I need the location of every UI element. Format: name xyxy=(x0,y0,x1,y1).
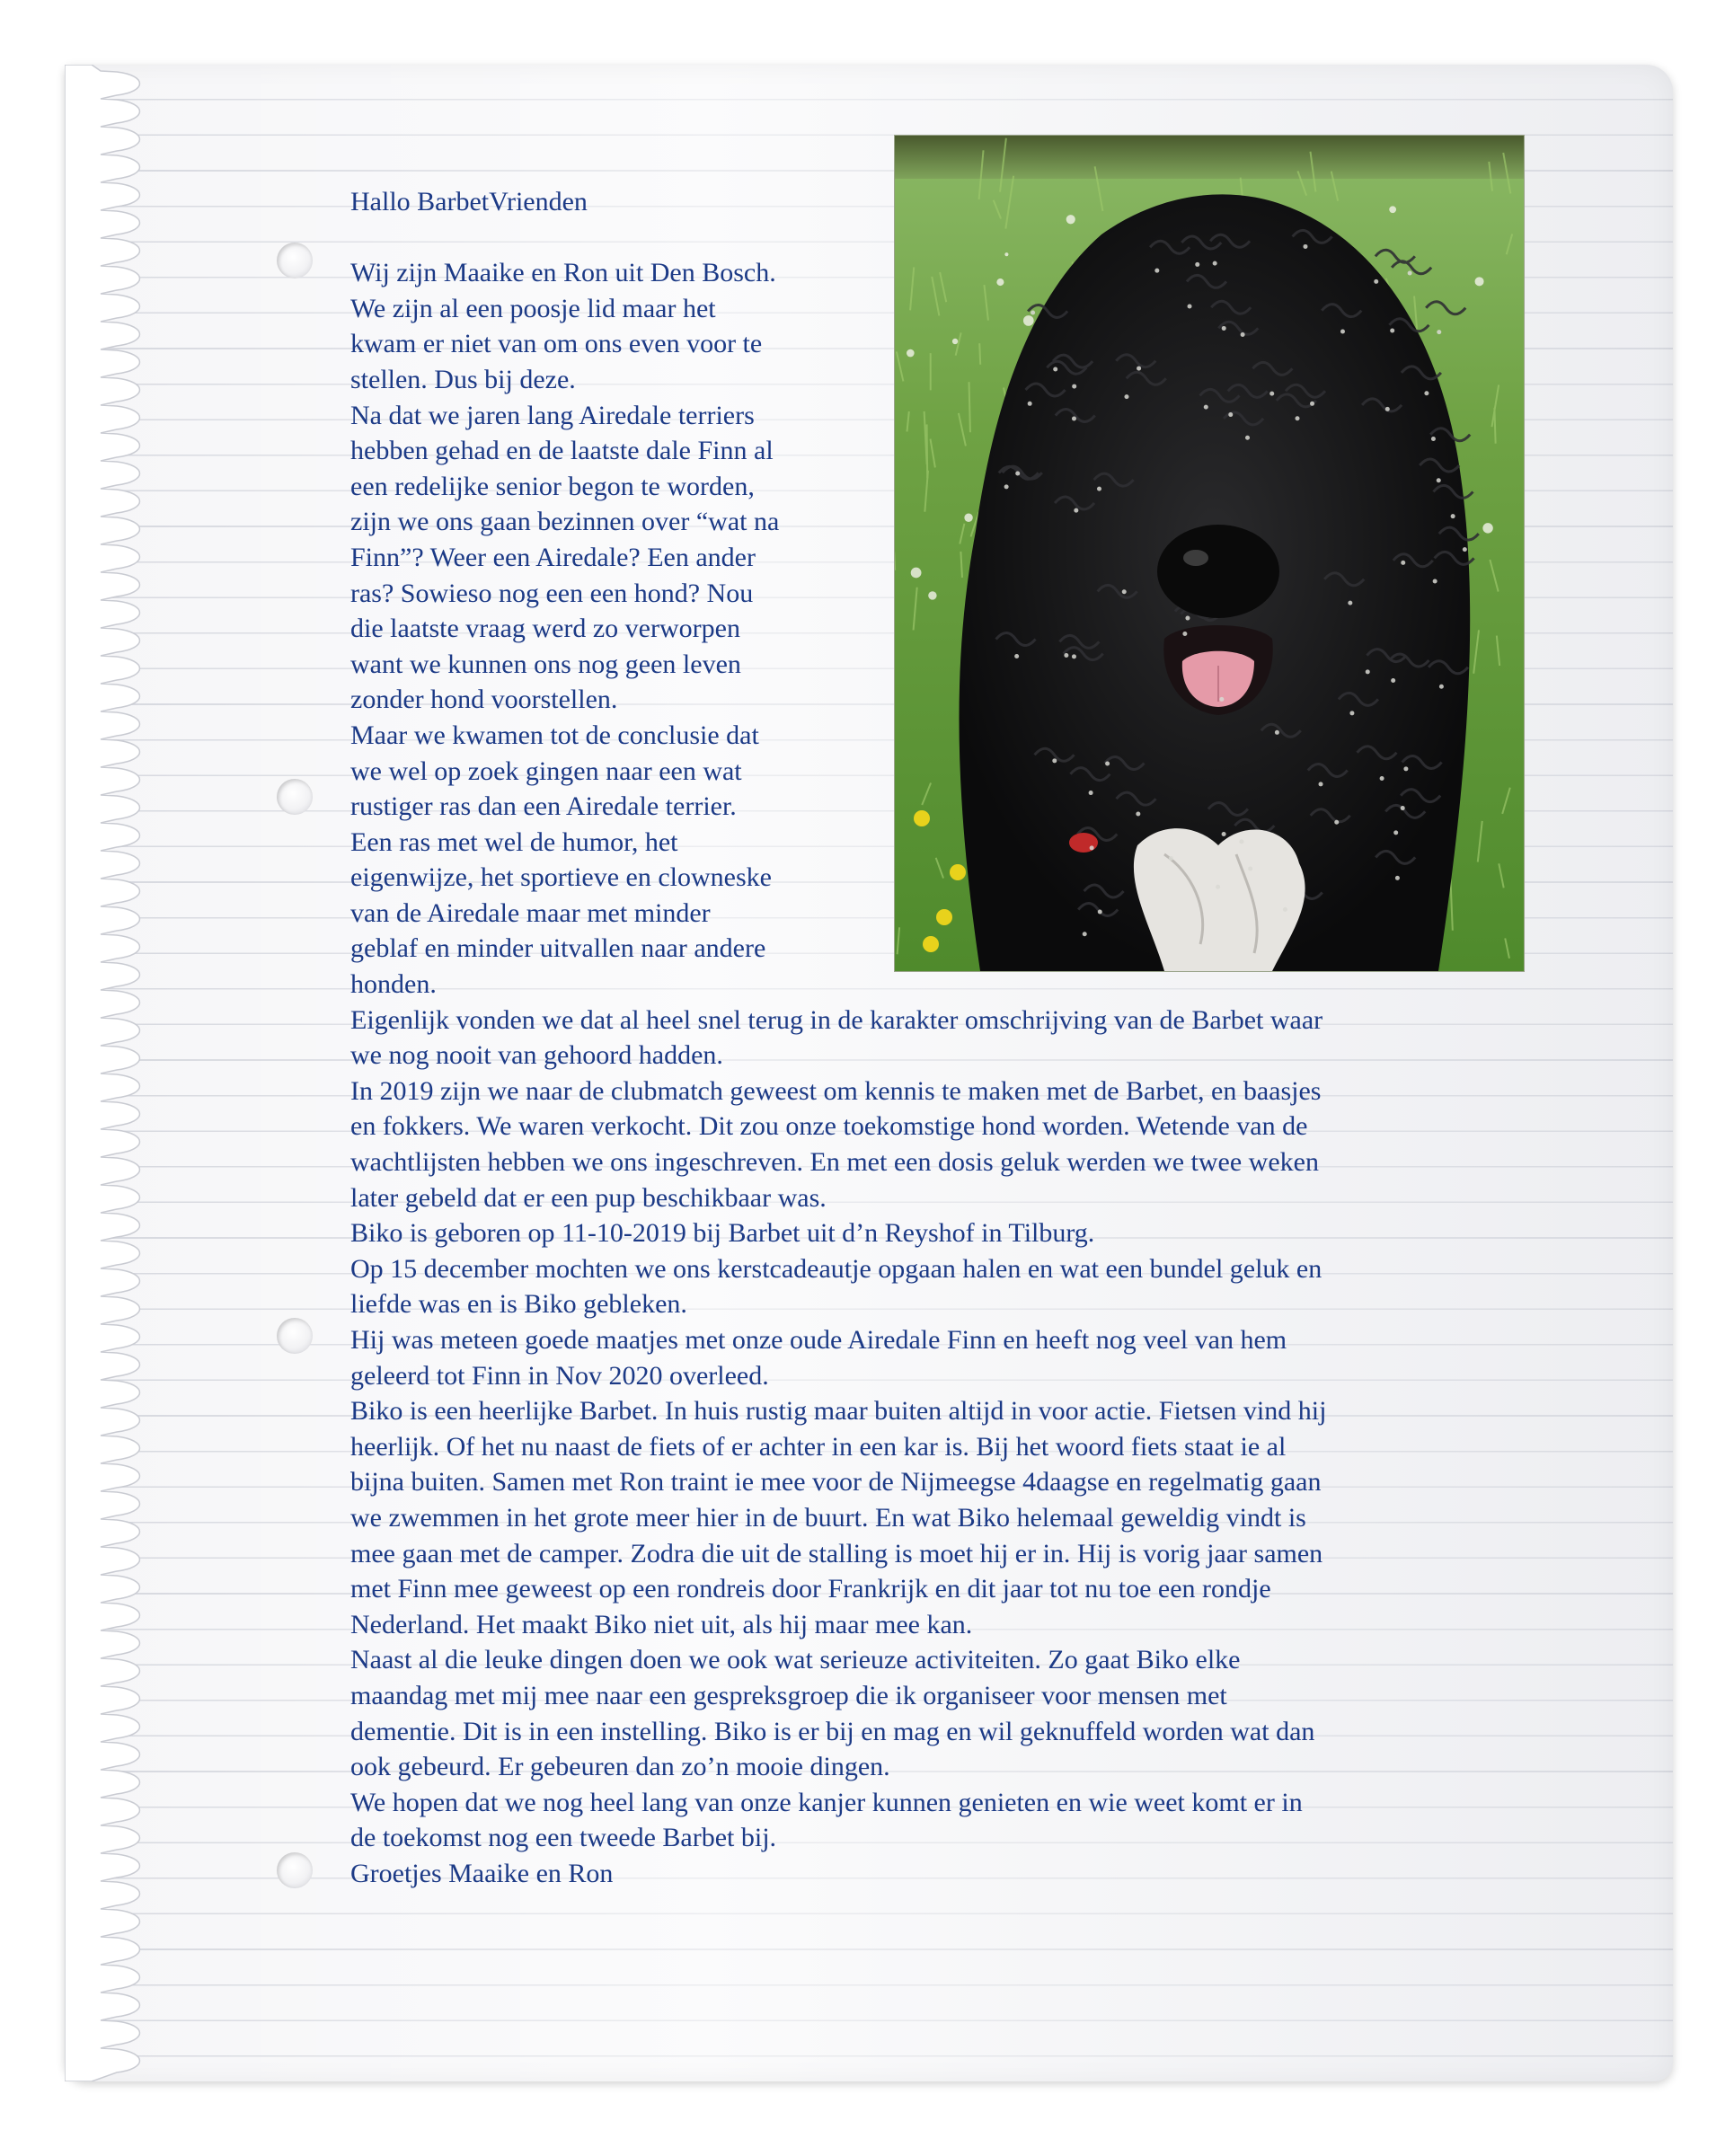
letter-line: Finn”? Weer een Airedale? Een ander xyxy=(350,542,756,572)
letter-line: we zwemmen in het grote meer hier in de buurt. En wat Biko helemaal geweldig vindt is xyxy=(350,1502,1306,1533)
torn-spiral-edge xyxy=(65,65,164,2081)
letter-line: Een ras met wel de humor, het xyxy=(350,826,678,857)
letter-line: liefde was en is Biko gebleken. xyxy=(350,1289,687,1320)
letter-line: Naast al die leuke dingen doen we ook wat serieuze activiteiten. Zo gaat Biko elke xyxy=(350,1645,1241,1675)
letter-line: Op 15 december mochten we ons kerstcadeautje opgaan halen en wat een bundel geluk en xyxy=(350,1253,1322,1284)
letter-line: hebben gehad en de laatste dale Finn al xyxy=(350,436,774,466)
letter-line: maandag met mij mee naar een gespreksgroep die ik organiseer voor mensen met xyxy=(350,1680,1227,1710)
letter-line: We hopen dat we nog heel lang van onze kanjer kunnen genieten en wie weet komt er in xyxy=(350,1787,1303,1817)
letter-line: In 2019 zijn we naar de clubmatch geweest om kennis te maken met de Barbet, en baasjes xyxy=(350,1075,1322,1106)
letter-line: We zijn al een poosje lid maar het xyxy=(350,293,716,323)
letter-line: dementie. Dit is in een instelling. Biko is er bij en mag en wil geknuffeld worden wat dan xyxy=(350,1716,1315,1746)
letter-line: Biko is een heerlijke Barbet. In huis rustig maar buiten altijd in voor actie. Fietsen vind hij xyxy=(350,1396,1327,1427)
letter-line: want we kunnen ons nog geen leven xyxy=(350,649,741,679)
letter-line: zonder hond voorstellen. xyxy=(350,685,618,715)
punch-hole xyxy=(277,243,313,278)
letter-line: Nederland. Het maakt Biko niet uit, als hij maar mee kan. xyxy=(350,1609,973,1639)
letter-text xyxy=(350,184,1536,1892)
letter-line: van de Airedale maar met minder xyxy=(350,897,711,928)
letter-line: een redelijke senior begon te worden, xyxy=(350,471,755,501)
letter-line: en fokkers. We waren verkocht. Dit zou onze toekomstige hond worden. Wetende van de xyxy=(350,1111,1308,1142)
signature-line: Groetjes Maaike en Ron xyxy=(350,1858,614,1888)
letter-line: we wel op zoek gingen naar een wat xyxy=(350,755,742,786)
letter-line: stellen. Dus bij deze. xyxy=(350,364,576,394)
punch-hole xyxy=(277,779,313,815)
letter-line: rustiger ras dan een Airedale terrier. xyxy=(350,791,737,822)
letter-line: die laatste vraag werd zo verworpen xyxy=(350,614,740,644)
letter-line: Hij was meteen goede maatjes met onze oude Airedale Finn en heeft nog veel van hem xyxy=(350,1325,1287,1355)
letter-line: heerlijk. Of het nu naast de fiets of er achter in een kar is. Bij het woord fiets staat ie al xyxy=(350,1431,1287,1462)
letter-line: we nog nooit van gehoord hadden. xyxy=(350,1040,723,1071)
letter-line: Maar we kwamen tot de conclusie dat xyxy=(350,720,759,750)
letter-line: honden. xyxy=(350,969,437,1000)
letter-line: Eigenlijk vonden we dat al heel snel terug in de karakter omschrijving van de Barbet waar xyxy=(350,1004,1323,1035)
letter-line: wachtlijsten hebben we ons ingeschreven. En met een dosis geluk werden we twee weken xyxy=(350,1147,1319,1178)
letter-line: Wij zijn Maaike en Ron uit Den Bosch. xyxy=(350,258,776,288)
letter-line: zijn we ons gaan bezinnen over “wat na xyxy=(350,507,780,537)
letter-line: ras? Sowieso nog een een hond? Nou xyxy=(350,578,754,608)
greeting-line: Hallo BarbetVrienden xyxy=(350,187,588,216)
letter-line: eigenwijze, het sportieve en clowneske xyxy=(350,862,772,893)
letter-line: Biko is geboren op 11-10-2019 bij Barbet uit d’n Reyshof in Tilburg. xyxy=(350,1218,1095,1249)
letter-line: bijna buiten. Samen met Ron traint ie mee voor de Nijmeegse 4daagse en regelmatig gaan xyxy=(350,1467,1322,1498)
letter-line: de toekomst nog een tweede Barbet bij. xyxy=(350,1823,777,1853)
letter-line: kwam er niet van om ons even voor te xyxy=(350,329,763,359)
letter-line: ook gebeurd. Er gebeuren dan zo’n mooie dingen. xyxy=(350,1752,890,1782)
letter-line: later gebeld dat er een pup beschikbaar was. xyxy=(350,1182,827,1213)
letter-line: mee gaan met de camper. Zodra die uit de stalling is moet hij er in. Hij is vorig jaar samen xyxy=(350,1538,1323,1568)
letter-line: geleerd tot Finn in Nov 2020 overleed. xyxy=(350,1360,769,1391)
letter-line: geblaf en minder uitvallen naar andere xyxy=(350,933,766,964)
letter-line: Na dat we jaren lang Airedale terriers xyxy=(350,400,755,430)
punch-hole xyxy=(277,1318,313,1354)
letter-line xyxy=(350,220,1536,256)
letter-line: met Finn mee geweest op een rondreis door Frankrijk en dit jaar tot nu toe een rondje xyxy=(350,1574,1271,1604)
punch-hole xyxy=(277,1852,313,1888)
